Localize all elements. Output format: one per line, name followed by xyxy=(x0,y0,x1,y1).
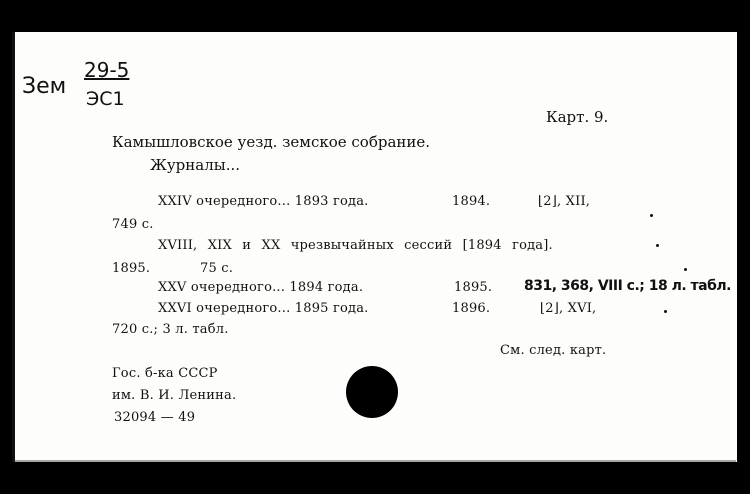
punch-hole xyxy=(346,366,398,418)
entry-4-year: 1896. xyxy=(452,301,491,316)
entry-1-year: 1894. xyxy=(452,194,491,209)
library-line-2: им. В. И. Ленина. xyxy=(112,388,237,403)
entry-1-volumes: ⌊2⌋, XII, xyxy=(538,194,591,209)
see-next-card: См. след. карт. xyxy=(500,343,607,358)
entry-3-handwritten-collation: 831, 368, VIII с.; 18 л. табл. xyxy=(524,278,731,294)
stray-mark xyxy=(684,268,687,271)
heading: Камышловское уезд. земское собрание. xyxy=(112,133,431,151)
entry-2-pages: 75 с. xyxy=(200,261,234,276)
library-line-1: Гос. б-ка СССР xyxy=(112,366,218,381)
entry-3-title: XXV очередного... 1894 года. xyxy=(158,280,364,295)
stray-mark xyxy=(656,244,659,247)
entry-2-title: XVIII, XIX и XX чрезвычайных сессий [1894 года]. xyxy=(158,238,553,253)
entry-4-volumes: ⌊2⌋, XVI, xyxy=(540,301,597,316)
card-bottom-edge xyxy=(14,460,736,462)
entry-4-title: XXVI очередного... 1895 года. xyxy=(158,301,369,316)
entry-1-title: XXIV очередного... 1893 года. xyxy=(158,194,369,209)
subheading: Журналы... xyxy=(150,156,240,174)
entry-4-pages: 720 с.; 3 л. табл. xyxy=(112,322,229,337)
card-number: Карт. 9. xyxy=(546,108,609,126)
shelfmark-top: 29-5 xyxy=(84,58,130,82)
shelfmark-bottom: ЭС1 xyxy=(86,88,125,110)
library-line-3: 32094 — 49 xyxy=(114,410,196,425)
entry-3-year: 1895. xyxy=(454,280,493,295)
stray-mark xyxy=(650,214,653,217)
entry-2-year: 1895. xyxy=(112,261,151,276)
entry-1-pages: 749 с. xyxy=(112,217,154,232)
shelfmark-prefix: Зем xyxy=(22,74,67,99)
stray-mark xyxy=(664,310,667,313)
